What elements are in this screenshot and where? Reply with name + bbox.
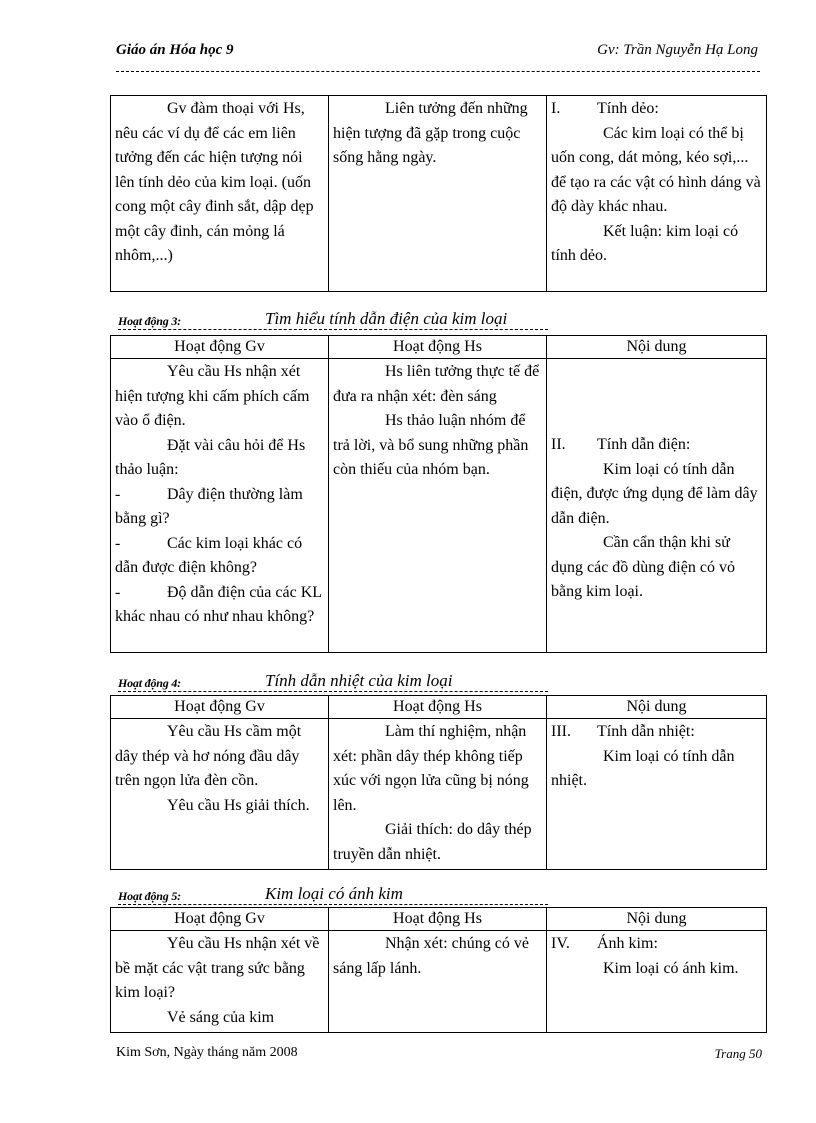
list-item-text: Các kim loại khác có dẫn được điện không? (115, 534, 303, 576)
cell-gv (111, 359, 329, 653)
section-heading (551, 932, 762, 957)
cell-noidung (547, 359, 767, 653)
cell-gv (111, 931, 329, 1033)
cell-noidung (547, 719, 767, 870)
cell-gv (111, 719, 329, 870)
cell-hs (329, 96, 547, 292)
section-number: II. (551, 436, 566, 453)
gv-text: Yêu cầu Hs giải thích. (167, 796, 310, 814)
activity-title: Tính dẫn nhiệt của kim loại (265, 671, 453, 690)
gv-text: Yêu cầu Hs nhận xét về bề mặt các vật trang sức bằng kim loại? (115, 935, 320, 1001)
header-gv: Hoạt động Gv (111, 696, 329, 719)
footer-date: Kim Sơn, Ngày tháng năm 2008 (116, 1045, 298, 1060)
gv-text: Yêu cầu Hs nhận xét hiện tượng khi cấm phích cấm vào ổ điện. (115, 363, 310, 429)
gv-text: Vẻ sáng của kim (167, 1008, 275, 1026)
list-item (115, 581, 324, 630)
bullet-dash: - (115, 485, 121, 503)
table-row (111, 719, 767, 870)
hs-text: Giải thích: do dây thép truyền dẫn nhiệt. (333, 821, 532, 863)
section-title: Tính dẫn điện: (597, 436, 691, 453)
bullet-dash: - (115, 534, 121, 552)
hs-text: Nhận xét: chúng có vẻ sáng lấp lánh. (333, 935, 529, 977)
section-title: Ánh kim: (597, 935, 658, 952)
header-noidung: Nội dung (547, 696, 767, 719)
nd-text: Kim loại có tính dẫn nhiệt. (551, 747, 735, 789)
list-item-text: Dây điện thường làm bằng gì? (115, 485, 303, 527)
cell-gv (111, 96, 329, 292)
cell-hs (329, 931, 547, 1033)
section-title: Tính dẫn nhiệt: (597, 723, 695, 740)
header-divider (116, 71, 760, 72)
footer-page-number: Trang 50 (714, 1046, 762, 1061)
list-item-text: Độ dẫn điện của các KL khác nhau có như nhau không? (115, 583, 322, 625)
activity-underline (118, 904, 548, 905)
section-number: I. (551, 100, 561, 117)
table-row (111, 359, 767, 653)
section-heading (551, 720, 762, 745)
table-dan-nhiet (110, 695, 767, 870)
cell-noidung (547, 96, 767, 292)
activity-label: Hoạt động 4: (118, 676, 181, 690)
header-hs: Hoạt động Hs (329, 336, 547, 359)
hs-text: Hs liên tưởng thực tế để đưa ra nhận xét: đèn sáng (333, 363, 540, 405)
activity-label: Hoạt động 5: (118, 889, 181, 903)
activity-3-heading (118, 309, 508, 330)
nd-text: Cần cẩn thận khi sử dụng các đồ dùng điện có vỏ bằng kim loại. (551, 534, 735, 600)
hs-text: Hs thảo luận nhóm để trả lời, và bổ sung những phần còn thiếu của nhóm bạn. (333, 412, 529, 478)
header-gv: Hoạt động Gv (111, 336, 329, 359)
nd-text: Kim loại có ánh kim. (603, 959, 739, 977)
list-item (115, 532, 324, 581)
table-row (111, 931, 767, 1033)
activity-5-heading (118, 884, 403, 905)
nd-text: Kim loại có tính dẫn điện, được ứng dụng để làm dây dẫn điện. (551, 460, 758, 527)
gv-text: Đặt vài câu hỏi để Hs thảo luận: (115, 436, 306, 478)
table-dan-dien (110, 335, 767, 653)
header-title: Giáo án Hóa học 9 (116, 42, 234, 58)
header-noidung: Nội dung (547, 336, 767, 359)
gv-text: Gv đàm thoại với Hs, nêu các ví dụ để các em liên tưởng đến các hiện tượng nói lên tính dẻo của kim loại. (uốn cong một cây đinh sắt, dập dẹp một cây đinh, cán mỏng lá nhôm,...) (115, 100, 314, 264)
header-author: Gv: Trần Nguyễn Hạ Long (597, 42, 758, 58)
section-heading (551, 433, 762, 458)
cell-hs (329, 719, 547, 870)
section-number: IV. (551, 935, 570, 952)
cell-noidung (547, 931, 767, 1033)
header-noidung: Nội dung (547, 908, 767, 931)
activity-label: Hoạt động 3: (118, 314, 181, 328)
gv-text: Yêu cầu Hs cầm một dây thép và hơ nóng đầu dây trên ngọn lửa đèn cồn. (115, 723, 302, 789)
header-hs: Hoạt động Hs (329, 908, 547, 931)
nd-text: Các kim loại có thể bị uốn cong, dát mỏng, kéo sợi,... để tạo ra các vật có hình dáng và độ dày khác nhau. (551, 124, 761, 215)
section-number: III. (551, 723, 571, 740)
activity-title: Kim loại có ánh kim (265, 884, 403, 903)
table-header-row (111, 908, 767, 931)
table-header-row (111, 336, 767, 359)
table-tinh-deo (110, 95, 767, 292)
activity-4-heading (118, 671, 453, 692)
table-header-row (111, 696, 767, 719)
hs-text: Liên tưởng đến những hiện tượng đã gặp trong cuộc sống hằng ngày. (333, 100, 528, 166)
list-item (115, 483, 324, 532)
activity-underline (118, 329, 548, 330)
bullet-dash: - (115, 583, 121, 601)
header-gv: Hoạt động Gv (111, 908, 329, 931)
activity-underline (118, 691, 548, 692)
hs-text: Làm thí nghiệm, nhận xét: phần dây thép không tiếp xúc với ngọn lửa cũng bị nóng lên. (333, 723, 529, 814)
header-hs: Hoạt động Hs (329, 696, 547, 719)
section-heading (551, 97, 762, 122)
nd-text: Kết luận: kim loại có tính dẻo. (551, 222, 739, 264)
table-row (111, 96, 767, 292)
section-title: Tính dẻo: (597, 100, 659, 117)
activity-title: Tìm hiểu tính dẫn điện của kim loại (265, 309, 508, 328)
cell-hs (329, 359, 547, 653)
table-anh-kim (110, 907, 767, 1033)
